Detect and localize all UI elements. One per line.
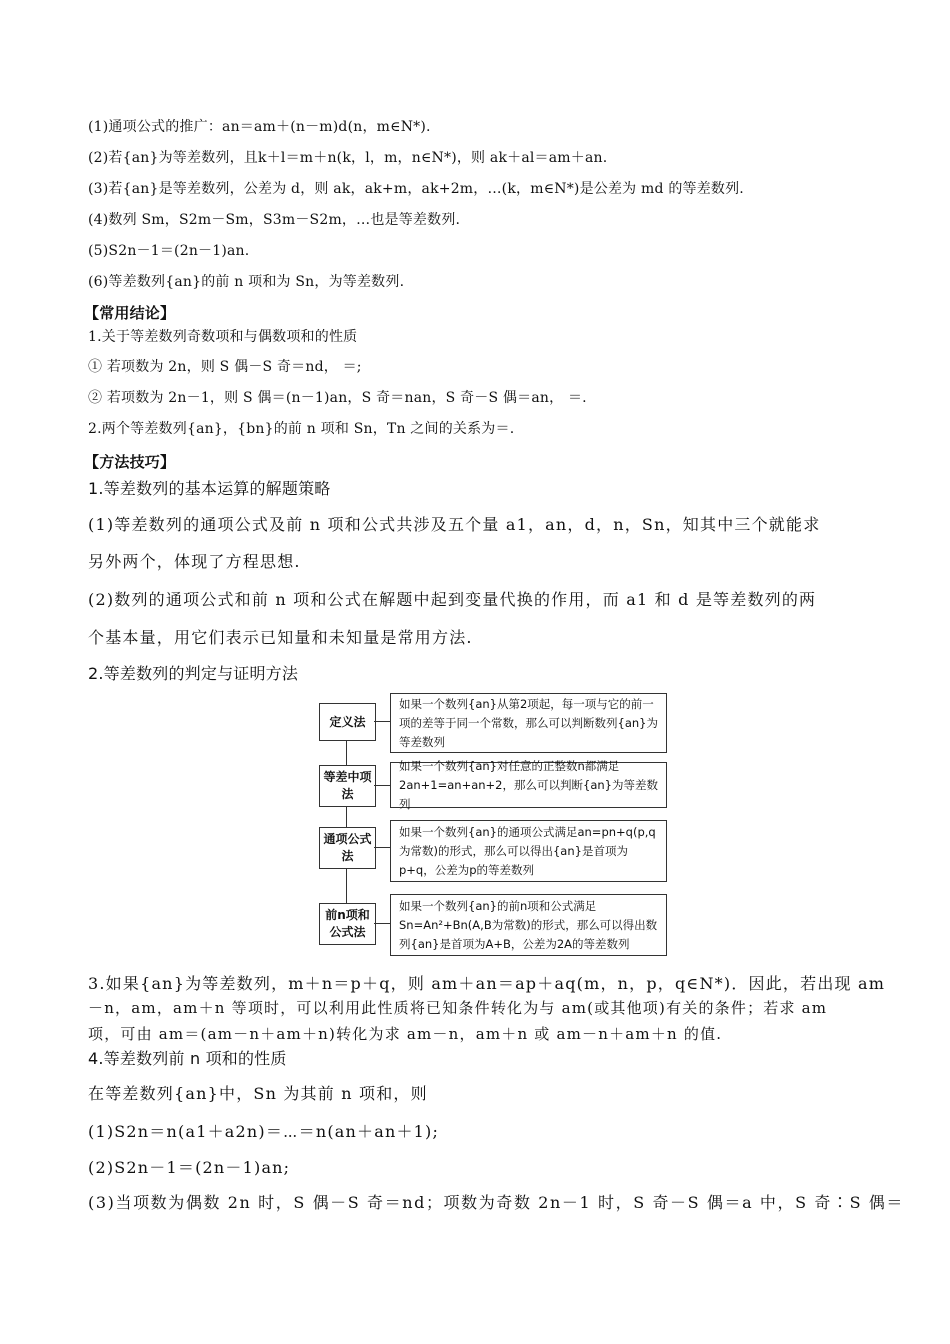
property-3: (3)若{an}是等差数列，公差为 d，则 ak，ak+m，ak+2m，…(k，m∈N*)是公差为 md 的等差数列. <box>88 181 744 197</box>
methods-heading: 【方法技巧】 <box>84 453 176 471</box>
method-2-title: 2.等差数列的判定与证明方法 <box>88 664 299 683</box>
method-1-p1-line2: 另外两个，体现了方程思想. <box>88 552 301 571</box>
conclusion-1b: ② 若项数为 2n－1，则 S 偶＝(n－1)an，S 奇＝nan，S 奇－S 偶＝an， ＝. <box>88 390 587 406</box>
property-2: (2)若{an}为等差数列，且k＋l＝m＋n(k，l，m，n∈N*)，则 ak＋al＝am＋an. <box>88 150 608 166</box>
method-desc-middle-term: 如果一个数列{an}对任意的正整数n都满足2an+1=an+an+2，那么可以判断{an}为等差数列 <box>390 762 667 808</box>
method-box-general-formula: 通项公式法 <box>319 827 376 869</box>
conclusion-2: 2.两个等差数列{an}，{bn}的前 n 项和 Sn，Tn 之间的关系为＝. <box>88 421 515 437</box>
sec3-line1: 3.如果{an}为等差数列，m＋n＝p＋q，则 am＋an＝ap＋aq(m，n，p，q∈N*)．因此，若出现 am <box>88 974 886 993</box>
method-1-p1-line1: (1)等差数列的通项公式及前 n 项和公式共涉及五个量 a1，an，d，n，Sn，知其中三个就能求 <box>88 515 821 534</box>
method-1-title: 1.等差数列的基本运算的解题策略 <box>88 479 331 498</box>
sec3-line2: －n，am，am＋n 等项时，可以利用此性质将已知条件转化为与 am(或其他项)有关的条件；若求 am <box>88 999 828 1017</box>
property-1: (1)通项公式的推广：an＝am＋(n－m)d(n，m∈N*). <box>88 119 431 135</box>
property-4: (4)数列 Sm，S2m－Sm，S3m－S2m，…也是等差数列. <box>88 212 461 228</box>
conclusion-1a: ① 若项数为 2n，则 S 偶－S 奇＝nd， ＝; <box>88 359 362 375</box>
method-box-middle-term: 等差中项法 <box>319 765 376 807</box>
method-desc-sum-formula: 如果一个数列{an}的前n项和公式满足Sn=An²+Bn(A,B为常数)的形式，那么可以得出数列{an}是首项为A+B，公差为2A的等差数列 <box>390 894 667 956</box>
sec4-intro: 在等差数列{an}中，Sn 为其前 n 项和，则 <box>88 1084 428 1103</box>
method-desc-general-formula: 如果一个数列{an}的通项公式满足an=pn+q(p,q为常数)的形式，那么可以得出{an}是首项为p+q，公差为p的等差数列 <box>390 820 667 882</box>
sec4-p2: (2)S2n－1＝(2n－1)an; <box>88 1158 291 1177</box>
diagram-link <box>374 847 390 848</box>
diagram-link <box>374 923 390 924</box>
conclusion-1-title: 1.关于等差数列奇数项和与偶数项和的性质 <box>88 329 358 345</box>
property-6: (6)等差数列{an}的前 n 项和为 Sn，为等差数列. <box>88 274 405 290</box>
diagram-link <box>374 785 390 786</box>
property-5: (5)S2n－1＝(2n－1)an. <box>88 243 250 259</box>
sec4-title: 4.等差数列前 n 项和的性质 <box>88 1049 287 1068</box>
method-box-sum-formula: 前n项和公式法 <box>319 903 376 945</box>
sec4-p1: (1)S2n＝n(a1＋a2n)＝⋯＝n(an＋an＋1); <box>88 1122 440 1141</box>
method-1-p2-line1: (2)数列的通项公式和前 n 项和公式在解题中起到变量代换的作用，而 a1 和 d 是等差数列的两 <box>88 590 817 609</box>
common-conclusions-heading: 【常用结论】 <box>84 304 176 322</box>
method-1-p2-line2: 个基本量，用它们表示已知量和未知量是常用方法. <box>88 628 473 647</box>
diagram-link <box>374 721 390 722</box>
sec4-p3: (3)当项数为偶数 2n 时，S 偶－S 奇＝nd；项数为奇数 2n－1 时，S 奇－S 偶＝a 中，S 奇∶S 偶＝ <box>88 1193 905 1212</box>
method-desc-definition: 如果一个数列{an}从第2项起，每一项与它的前一项的差等于同一个常数，那么可以判断数列{an}为等差数列 <box>390 693 667 753</box>
sec3-line3: 项，可由 am＝(am－n＋am＋n)转化为求 am－n，am＋n 或 am－n＋am＋n 的值. <box>88 1025 723 1043</box>
method-box-definition: 定义法 <box>319 703 376 741</box>
